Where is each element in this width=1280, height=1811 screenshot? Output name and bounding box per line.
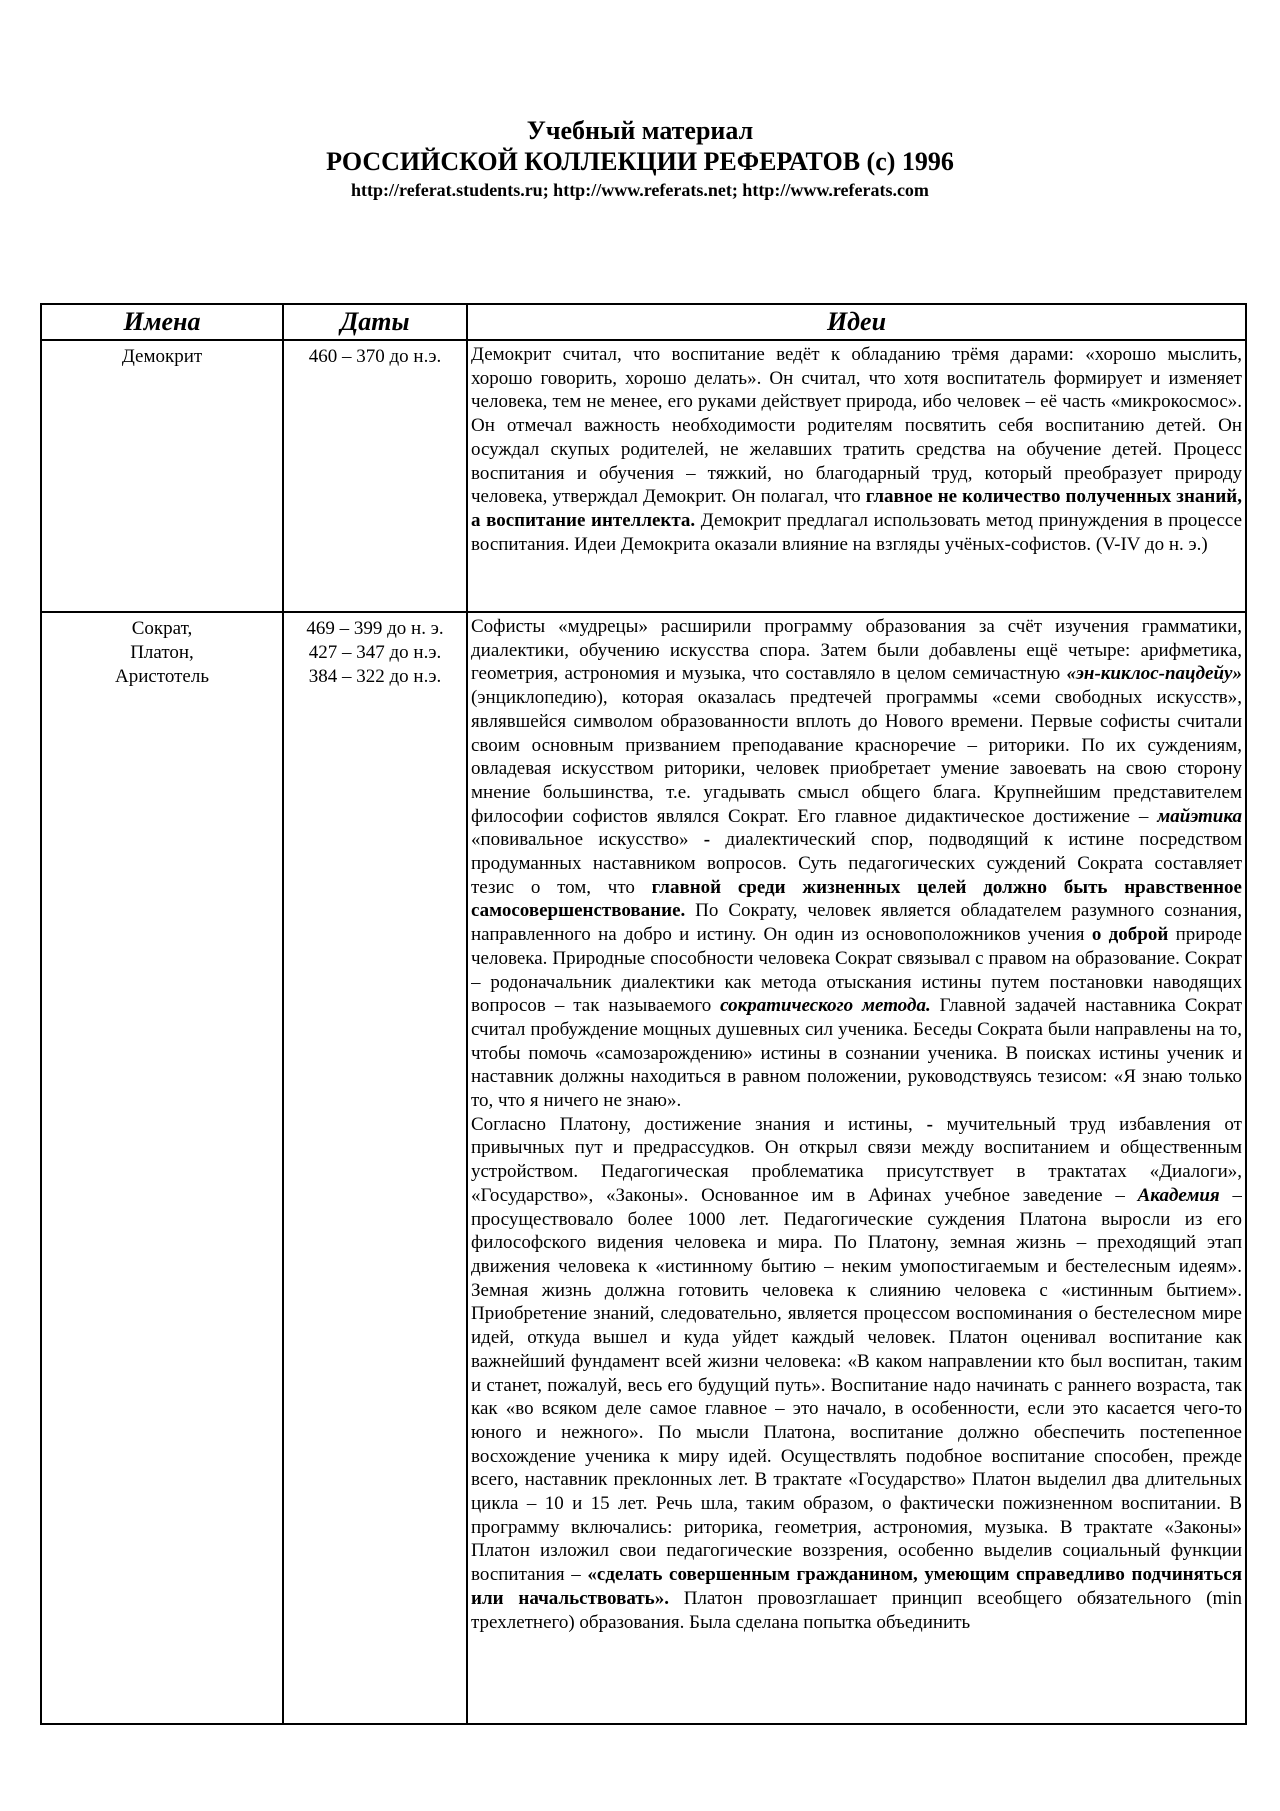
name-plato: Платон, (130, 642, 194, 663)
bold-italic-text-run: майэтика (1157, 805, 1242, 827)
bold-text-run: о доброй (1091, 924, 1169, 946)
ideas-paragraph-socrates (471, 615, 1242, 1113)
bold-text-run: главное не количество полученных знаний, а воспитание интеллекта. (471, 486, 1242, 531)
text-run: По Сократу, человек является обладателем разумного сознания, направленного на добро и истину. Он один из основоположников учения (471, 900, 1242, 946)
bold-text-run: главной среди жизненных целей должно быть нравственное самосовершенствование. (471, 876, 1242, 922)
text-run: «повивальное искусство» (471, 829, 704, 851)
text-run: Демокрит предлагал использовать метод принуждения в процессе воспитания. Идеи Демокрита оказали влияние на взгляды учёных-софистов. (V-IV до н. э.) (471, 509, 1242, 555)
name-aristotle: Аристотель (114, 666, 209, 687)
date-aristotle: 384 – 322 до н.э. (308, 666, 442, 687)
bold-text-run: - (926, 1113, 933, 1135)
text-run: природе человека. Природные способности человека Сократ связывал с правом на образование. Сократ – родоначальник диалектики как метода отыскания истины путем постановки наводящих вопросов – так называемого (471, 924, 1242, 1017)
text-run: Софисты «мудрецы» расширили программу образования за счёт изучения грамматики, диалектики, обучению искусства спора. Затем были добавлены ещё четыре: арифметика, геометрия, астрономия и музыка, что составляло в целом семичастную (471, 616, 1242, 685)
ideas-cell (467, 612, 1246, 1724)
column-header-names: Имена (41, 304, 283, 340)
text-run: Демокрит считал, что воспитание ведёт к обладанию трёмя дарами: «хорошо мыслить, хорошо говорить, хорошо делать». Он считал, что хотя воспитатель формирует и изменяет человека, тем не менее, его руками действует природа, ибо человек – её часть «микрокосмос». Он отмечал важность необходимости родителям посвятить себя воспитанию детей. Он осуждал скупых родителей, не желавших тратить средства на обучение детей. Процесс воспитания и обучения – тяжкий, но благодарный труд, который преобразует природу человека, утверждал Демокрит. Он полагал, что (471, 344, 1242, 508)
text-run: диалектический спор, подводящий к истине посредством продуманных наставником вопросов. Суть педагогических суждений Сократа составляет тезис о том, что (471, 829, 1242, 898)
text-run: мучительный труд избавления от привычных пут и предрассудков. Он открыл связи между воспитанием и общественным устройством. Педагогическая проблематика присутствует в трактатах «Диалоги», «Государство», «Законы». Основанное им в Афинах учебное заведение – (471, 1113, 1242, 1206)
table-row (41, 340, 1246, 612)
ideas-table (40, 303, 1247, 1725)
name-democritus: Демокрит (121, 346, 203, 367)
dates-cell (283, 340, 467, 612)
bold-italic-text-run: Академия (1137, 1184, 1220, 1206)
bold-text-run: «сделать совершенным гражданином, умеющим справедливо подчиняться или начальствовать». (471, 1564, 1242, 1609)
header-title: Учебный материал (526, 116, 754, 145)
ideas-cell (467, 340, 1246, 612)
column-header-dates: Даты (283, 304, 467, 340)
ideas-cell-content (471, 615, 1242, 1723)
bold-italic-text-run: «эн-киклос-пацдейу» (1066, 663, 1242, 685)
text-run: – просуществовало более 1000 лет. Педагогические суждения Платона выросли из его философского видения человека и мира. По Платону, земная жизнь – преходящий этап движения человека к «истинному бытию – неким умопостигаемым и бестелесным идеям». Земная жизнь должна готовить человека к слиянию человека с «истинным бытием». Приобретение знаний, следовательно, является процессом воспоминания о бестелесном мире идей, откуда вышел и куда уйдет каждый человек. Платон оценивал воспитание как важнейший фундамент всей жизни человека: «В каком направлении кто был воспитан, таким и станет, пожалуй, весь его будущий путь». Воспитание надо начинать с раннего возраста, так как «во всяком деле самое главное – это начало, в особенности, если это касается чего-то юного и нежного». По мысли Платона, воспитание должно обеспечить постепенное восхождение ученика к миру идей. Осуществлять подобное воспитание способен, прежде всего, наставник преклонных лет. В трактате «Государство» Платон выделил два длительных цикла – 10 и 15 лет. Речь шла, таким образом, о фактически пожизненном воспитании. В программу включались: риторика, геометрия, астрономия, музыка. В трактате «Законы» Платон изложил свои педагогические воззрения, особенно выделив социальный функции воспитания – (471, 1184, 1242, 1586)
date-plato: 427 – 347 до н.э. (308, 642, 442, 663)
bold-italic-text-run: сократического метода. (720, 995, 931, 1017)
text-run: (энциклопедию), которая оказалась предтечей программы «семи свободных искусств», являвшейся символом образованности вплоть до Нового времени. Первые софисты считали своим основным призванием преподавание красноречие – риторики. По их суждениям, овладевая искусством риторики, человек приобретает умение завоевать на свою сторону мнение большинства, т.е. угадывать смысл общего блага. Крупнейшим представителем философии софистов являлся Сократ. Его главное дидактическое достижение – (471, 687, 1242, 827)
ideas-paragraph (471, 343, 1242, 556)
text-run: Согласно Платону, достижение знания и истины, (471, 1113, 927, 1135)
name-socrates: Сократ, (131, 618, 193, 639)
text-run: Платон провозглашает принцип всеобщего обязательного (min трехлетнего) образования. Была сделана попытка объединить (471, 1587, 1242, 1633)
column-header-ideas: Идеи (467, 304, 1246, 340)
names-cell (41, 612, 283, 1724)
table-row (41, 612, 1246, 1724)
text-run: Главной задачей наставника Сократ считал пробуждение мощных душевных сил ученика. Беседы Сократа были направлены на то, чтобы помочь «самозарождению» истины в сознании ученика. В поисках истины ученик и наставник должны находиться в равном положении, руководствуясь тезисом: «Я знаю только то, что я ничего не знаю». (471, 995, 1242, 1112)
bold-text-run: - (703, 829, 711, 851)
date-socrates: 469 – 399 до н. э. (306, 618, 444, 639)
dates-cell (283, 612, 467, 1724)
names-cell (41, 340, 283, 612)
document-header (0, 116, 1280, 202)
header-links: http://referat.students.ru; http://www.referats.net; http://www.referats.com (351, 180, 929, 200)
date-democritus: 460 – 370 до н.э. (308, 346, 442, 367)
ideas-paragraph-plato (471, 1113, 1242, 1634)
header-collection: РОССИЙСКОЙ КОЛЛЕКЦИИ РЕФЕРАТОВ (c) 1996 (326, 147, 954, 176)
table-header-row (41, 304, 1246, 340)
